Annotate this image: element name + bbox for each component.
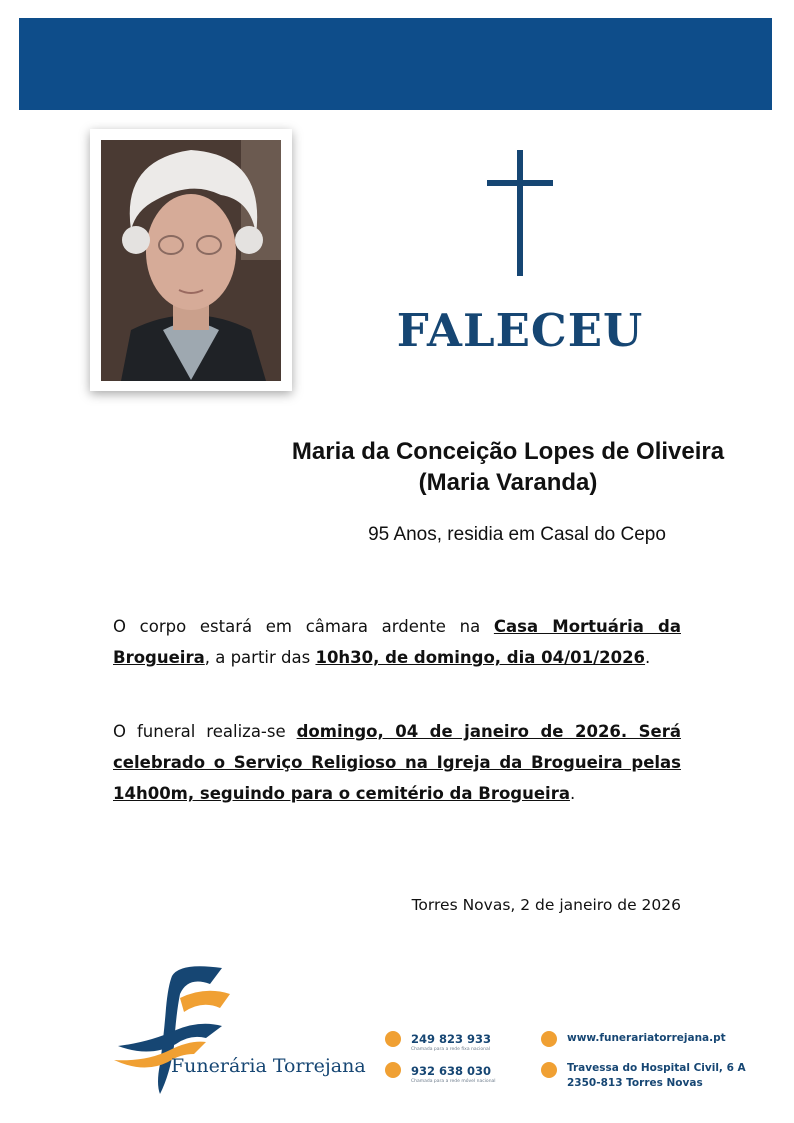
age-residence: 95 Anos, residia em Casal do Cepo: [368, 524, 666, 545]
funeral-text-before: O funeral realiza-se: [113, 722, 297, 741]
logo-word-1: Funerária: [171, 1055, 273, 1077]
funeral-details: domingo, 04 de janeiro de 2026. Será celebrado o Serviço Religioso na Igreja da Brogueira pelas 14h00m, seguindo para o cemitério da Brogueira: [113, 722, 681, 803]
website-link[interactable]: www.funerariatorrejana.pt: [567, 1032, 726, 1044]
phone-number-1[interactable]: 249 823 933: [411, 1032, 492, 1046]
phone-note-2: Chamada para a rede móvel nacional: [411, 1079, 496, 1084]
funeraria-logo-icon: [110, 964, 340, 1104]
wake-text-end: .: [645, 648, 651, 667]
mobile-icon: [385, 1062, 401, 1078]
funeral-paragraph: [113, 716, 681, 809]
deceased-full-name: Maria da Conceição Lopes de Oliveira: [291, 438, 725, 465]
notice-title: FALECEU: [396, 304, 644, 357]
phone-number-2[interactable]: 932 638 030: [411, 1064, 492, 1078]
globe-icon: [541, 1031, 557, 1047]
phone-icon: [385, 1031, 401, 1047]
portrait-frame: [90, 129, 292, 391]
logo-word-2: Torrejana: [272, 1055, 366, 1077]
phone-note-1: Chamada para a rede fixa nacional: [411, 1047, 490, 1052]
cross-icon: [487, 150, 553, 276]
wake-paragraph: [113, 611, 681, 673]
location-pin-icon: [541, 1062, 557, 1078]
wake-text-before: O corpo estará em câmara ardente na: [113, 617, 494, 636]
portrait-photo: [101, 140, 281, 381]
dateline: Torres Novas, 2 de janeiro de 2026: [411, 896, 681, 914]
logo-wordmark: [171, 1055, 366, 1077]
wake-text-mid: , a partir das: [204, 648, 316, 667]
wake-place: Casa Mortuária da Brogueira: [113, 617, 681, 667]
deceased-nickname: (Maria Varanda): [418, 469, 598, 496]
address-line-2: 2350-813 Torres Novas: [567, 1077, 703, 1089]
deceased-name: [250, 436, 766, 498]
header-band: [19, 18, 772, 110]
funeral-text-end: .: [569, 784, 576, 803]
address-line-1: Travessa do Hospital Civil, 6 A: [567, 1062, 746, 1074]
wake-time: 10h30, de domingo, dia 04/01/2026: [315, 648, 646, 667]
